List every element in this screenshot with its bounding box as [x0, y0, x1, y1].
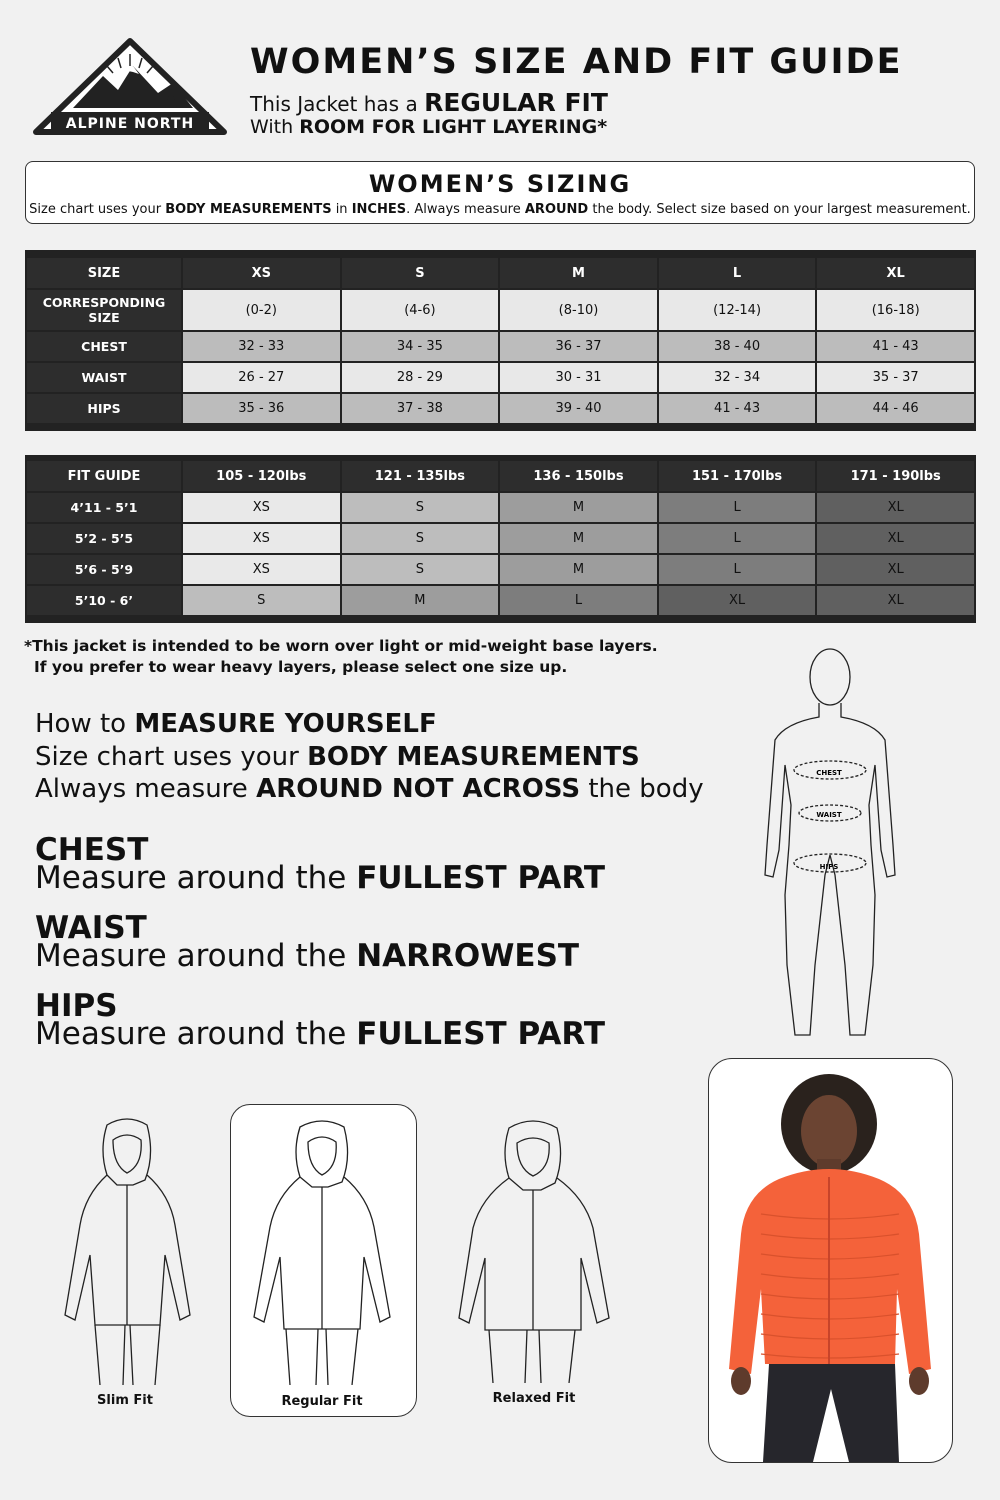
row-label: 5’6 - 5’9 [26, 554, 182, 585]
table-cell: M [499, 554, 658, 585]
instruction-bold: NARROWEST [356, 938, 580, 974]
relaxed-fit-illustration [455, 1118, 615, 1383]
size-header-cell: S [341, 257, 500, 289]
fit-line-text: This Jacket has a [250, 92, 425, 116]
size-chart-table [25, 250, 976, 431]
howto-line-3 [35, 774, 704, 804]
instruction-text: Measure around the [35, 1016, 357, 1052]
howto-bold: MEASURE YOURSELF [134, 709, 437, 739]
hips-label: HIPS [819, 863, 839, 871]
table-cell: L [499, 585, 658, 616]
table-cell: L [658, 554, 817, 585]
waist-label: WAIST [816, 811, 842, 819]
table-cell: 32 - 34 [658, 362, 817, 393]
chest-heading: CHEST [35, 832, 149, 868]
howto-line-2 [35, 742, 640, 772]
layering-line-text: With [250, 116, 300, 138]
table-cell: L [658, 492, 817, 523]
table-cell: 41 - 43 [816, 331, 975, 362]
table-cell: (12-14) [658, 289, 817, 331]
table-cell: 30 - 31 [499, 362, 658, 393]
instruction-text: Measure around the [35, 860, 357, 896]
table-cell: 28 - 29 [341, 362, 500, 393]
table-cell: XL [816, 585, 975, 616]
table-cell: XS [182, 554, 341, 585]
size-header-cell: XS [182, 257, 341, 289]
howto-text: How to [35, 709, 135, 739]
note-part: the body. Select size based on your largest measurement. [588, 202, 971, 217]
table-cell: 35 - 37 [816, 362, 975, 393]
sizing-title: WOMEN’S SIZING [368, 170, 632, 198]
hips-instruction [35, 1016, 605, 1052]
chest-label: CHEST [816, 769, 842, 777]
regular-fit-illustration [248, 1117, 398, 1385]
row-label: HIPS [26, 393, 182, 424]
instruction-bold: FULLEST PART [356, 1016, 605, 1052]
table-row [26, 523, 975, 554]
note-part: AROUND [524, 202, 589, 217]
table-cell: S [341, 492, 500, 523]
note-part: . Always measure [406, 202, 525, 217]
fit-header-cell: 105 - 120lbs [182, 460, 341, 492]
waist-instruction [35, 938, 579, 974]
alpine-north-logo [33, 38, 227, 138]
size-header-cell: SIZE [26, 257, 182, 289]
table-cell: (0-2) [182, 289, 341, 331]
table-cell: M [499, 492, 658, 523]
table-row [26, 362, 975, 393]
howto-bold: BODY MEASUREMENTS [307, 742, 640, 772]
layering-note-2: If you prefer to wear heavy layers, please select one size up. [34, 658, 568, 676]
howto-text: the body [580, 774, 704, 804]
note-part: Size chart uses your [29, 202, 166, 217]
note-part: in [331, 202, 352, 217]
layering-line [250, 116, 607, 138]
table-cell: 44 - 46 [816, 393, 975, 424]
table-cell: 37 - 38 [341, 393, 500, 424]
table-cell: XL [816, 492, 975, 523]
regular-fit-label: Regular Fit [281, 1394, 363, 1409]
size-header-cell: XL [816, 257, 975, 289]
table-cell: (8-10) [499, 289, 658, 331]
note-part: INCHES [351, 202, 407, 217]
fit-header-cell: 136 - 150lbs [499, 460, 658, 492]
waist-heading: WAIST [35, 910, 147, 946]
instruction-bold: FULLEST PART [356, 860, 605, 896]
howto-text: Always measure [35, 774, 257, 804]
table-cell: 35 - 36 [182, 393, 341, 424]
table-cell: 41 - 43 [658, 393, 817, 424]
row-label: CHEST [26, 331, 182, 362]
table-cell: 38 - 40 [658, 331, 817, 362]
fit-type: REGULAR FIT [424, 88, 608, 117]
table-cell: (16-18) [816, 289, 975, 331]
table-cell: M [499, 523, 658, 554]
page-title: WOMEN’S SIZE AND FIT GUIDE [250, 42, 903, 82]
fit-line [250, 88, 608, 117]
row-label: 4’11 - 5’1 [26, 492, 182, 523]
row-label: CORRESPONDING SIZE [26, 289, 182, 331]
howto-text: Size chart uses your [35, 742, 308, 772]
table-row [26, 331, 975, 362]
table-cell: XL [816, 523, 975, 554]
table-row [26, 289, 975, 331]
table-row [26, 585, 975, 616]
table-cell: 36 - 37 [499, 331, 658, 362]
slim-fit-label: Slim Fit [97, 1393, 153, 1408]
fit-header-cell: 171 - 190lbs [816, 460, 975, 492]
layering-note-1: *This jacket is intended to be worn over light or mid-weight base layers. [24, 637, 658, 655]
sizing-banner [25, 161, 975, 224]
instruction-text: Measure around the [35, 938, 357, 974]
fit-guide-table [25, 455, 976, 623]
fit-header-cell: 151 - 170lbs [658, 460, 817, 492]
table-row [26, 393, 975, 424]
table-cell: M [341, 585, 500, 616]
table-cell: L [658, 523, 817, 554]
size-header-cell: M [499, 257, 658, 289]
table-cell: XL [658, 585, 817, 616]
row-label: 5’10 - 6’ [26, 585, 182, 616]
table-cell: (4-6) [341, 289, 500, 331]
sizing-note [26, 202, 974, 217]
table-row [26, 554, 975, 585]
table-cell: XS [182, 492, 341, 523]
logo-text: ALPINE NORTH [65, 116, 195, 132]
howto-line-1 [35, 709, 437, 739]
table-row [26, 492, 975, 523]
slim-fit-illustration [55, 1115, 200, 1385]
table-cell: XS [182, 523, 341, 554]
howto-bold: AROUND NOT ACROSS [256, 774, 581, 804]
relaxed-fit-label: Relaxed Fit [492, 1391, 576, 1406]
model-photo [709, 1059, 952, 1462]
table-cell: XL [816, 554, 975, 585]
table-cell: 39 - 40 [499, 393, 658, 424]
note-part: BODY MEASUREMENTS [165, 202, 332, 217]
table-cell: S [341, 554, 500, 585]
table-cell: S [341, 523, 500, 554]
table-cell: S [182, 585, 341, 616]
fit-header-cell: FIT GUIDE [26, 460, 182, 492]
size-header-cell: L [658, 257, 817, 289]
hips-heading: HIPS [35, 988, 118, 1024]
row-label: 5’2 - 5’5 [26, 523, 182, 554]
table-cell: 34 - 35 [341, 331, 500, 362]
row-label: WAIST [26, 362, 182, 393]
product-photo-frame [708, 1058, 953, 1463]
table-cell: 26 - 27 [182, 362, 341, 393]
fit-header-cell: 121 - 135lbs [341, 460, 500, 492]
layering-bold: ROOM FOR LIGHT LAYERING* [299, 116, 608, 138]
table-cell: 32 - 33 [182, 331, 341, 362]
body-measurement-diagram [755, 645, 905, 1040]
chest-instruction [35, 860, 605, 896]
